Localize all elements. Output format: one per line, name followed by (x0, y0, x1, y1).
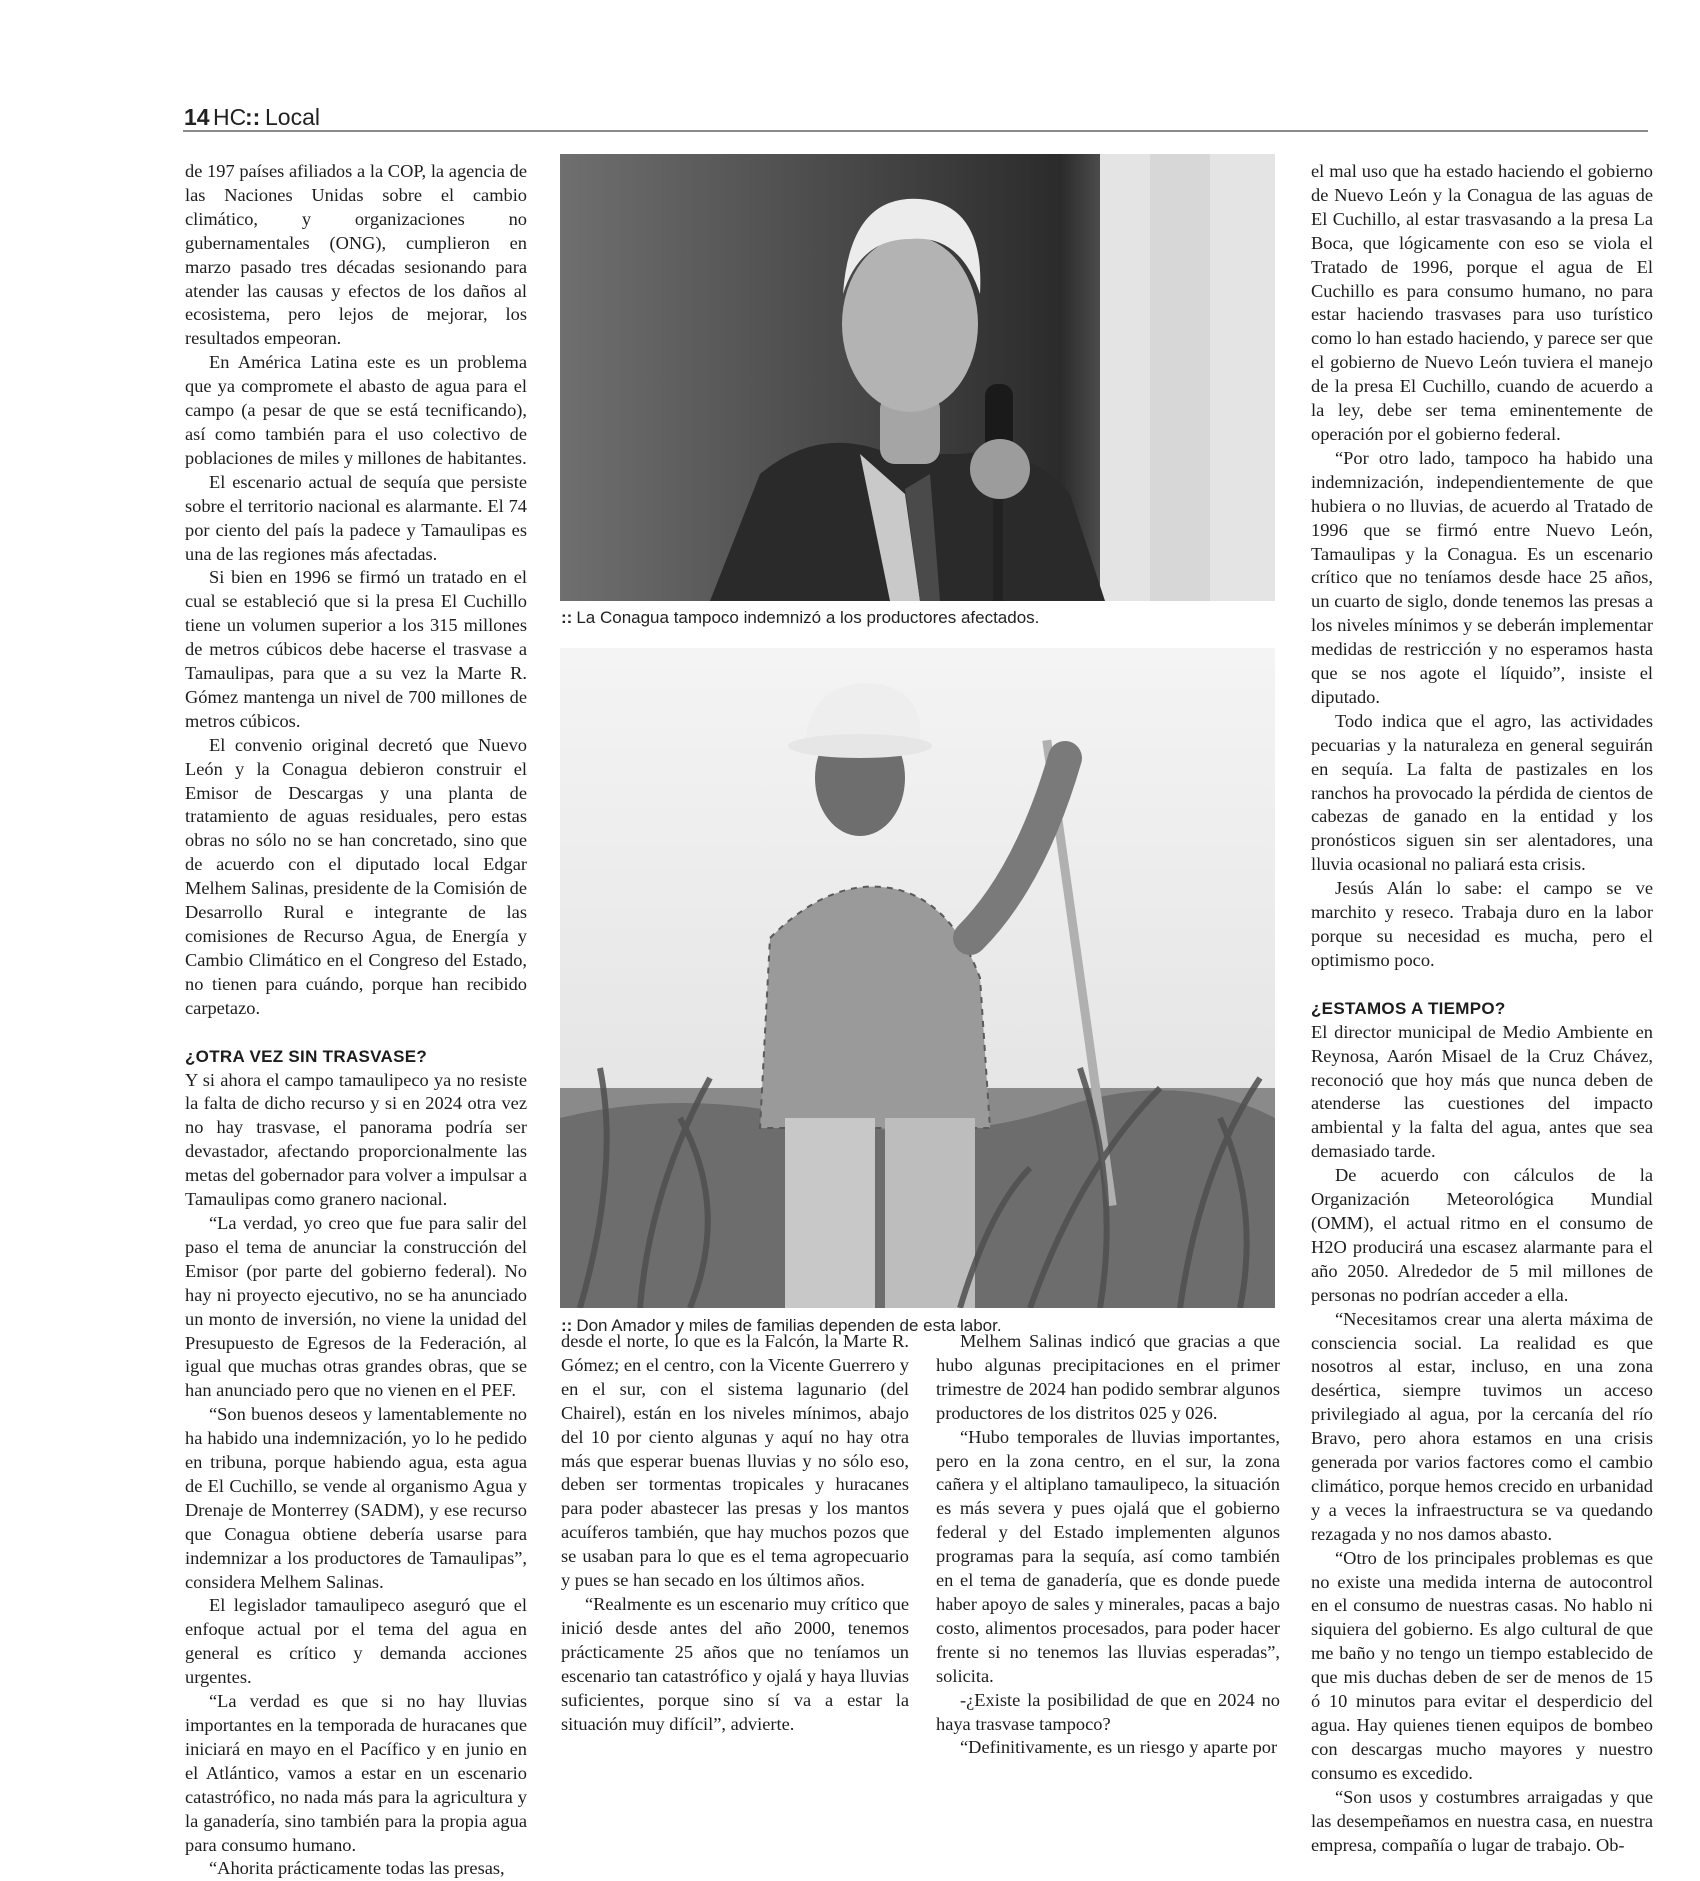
article-paragraph: “Realmente es un escenario muy crítico que inició desde antes del año 2000, tenemos prácticamente 25 años que no teníamos un escenario tan catastrófico y ojalá y haya lluvias suficientes, porque sino sí va a estar la situación muy difícil”, advierte. (561, 1593, 909, 1734)
article-paragraph: Y si ahora el campo tamaulipeco ya no resiste la falta de dicho recurso y si en 2024 otra vez no hay trasvase, el panorama podría ser devastador, afectando proporcionalmente las metas del gobernador para volver a impulsar a Tamaulipas como granero nacional. (185, 1069, 527, 1210)
article-paragraph: “Definitivamente, es un riesgo y aparte por (960, 1737, 1278, 1758)
article-paragraph: Todo indica que el agro, las actividades pecuarias y la naturaleza en general seguirán en sequía. La falta de pastizales en los ranchos ha provocado la pérdida de cientos de cabezas de ganado en la entidad y los pronósticos siguen sin ser alentadores, una lluvia ocasional no paliará esta crisis. (1311, 710, 1653, 875)
article-paragraph: “Otro de los principales problemas es que no existe una medida interna de autocontrol en el consumo de nuestras casas. No hablo ni siquiera del gobierno. Es algo cultural de que me baño y no tengo un tiempo establecido de que mis duchas deben de ser de menos de 15 ó 10 minutos para evitar el desperdicio del agua. Hay quienes tienen equipos de bombeo con descargas mucho mayores y nuestro consumo es excedido. (1311, 1547, 1653, 1783)
article-paragraph: “La verdad es que si no hay lluvias importantes en la temporada de huracanes que iniciará en mayo en el Pacífico y en junio en el Atlántico, vamos a estar en un escenario catastrófico, no nada más para la agricultura y la ganadería, sino también para la propia agua para consumo humano. (185, 1691, 527, 1855)
article-paragraph: -¿Existe la posibilidad de que en 2024 no haya trasvase tampoco? (936, 1689, 1280, 1734)
article-paragraph: “Necesitamos crear una alerta máxima de consciencia social. La realidad es que nosotros al estar, incluso, en una zona desértica, siempre tuvimos un acceso privilegiado al agua, por la cercanía del río Bravo, pero ahora estamos en una crisis generada por varios factores como el cambio climático, porque hemos crecido en urbanidad y a veces la infraestructura se va quedando rezagada y no nos damos abasto. (1311, 1308, 1653, 1544)
article-paragraph: “Son buenos deseos y lamentablemente no ha habido una indemnización, yo lo he pedido en tribuna, porque habiendo agua, esta agua de El Cuchillo, se vende al organismo Agua y Drenaje de Monterrey (SADM), y ese recurso que Conagua obtiene debería usarse para indemnizar a los productores de Tamaulipas”, considera Melhem Salinas. (185, 1404, 527, 1592)
article-paragraph: En América Latina este es un problema que ya compromete el abasto de agua para el campo (a pesar de que se está tecnificando), así como también para el uso colectivo de poblaciones de miles y millones de habitantes. (185, 352, 527, 468)
photo-farmer-illustration (560, 648, 1275, 1308)
article-paragraph: desde el norte, lo que es la Falcón, la Marte R. Gómez; en el centro, con la Vicente Guerrero y en el sur, con el sistema lagunario (del Chairel), están en los niveles mínimos, abajo del 10 por ciento algunas y aquí no hay otra más que esperar buenas lluvias y no sólo eso, deben ser tormentas tropicales y huracanes para poder abastecer las presas y los mantos acuíferos también, que hay muchos pozos que se usaban para lo que es el tema agropecuario y pues se han secado en los últimos años. (561, 1331, 909, 1591)
article-paragraph: El escenario actual de sequía que persiste sobre el territorio nacional es alarmante. El 74 por ciento del país la padece y Tamaulipas es una de las regiones más afectadas. (185, 471, 527, 564)
photo-caption-top (561, 608, 1039, 628)
article-column-4 (1311, 160, 1653, 1857)
caption-marker: :: (561, 1316, 573, 1335)
caption-text: La Conagua tampoco indemnizó a los productores afectados. (576, 608, 1040, 627)
article-paragraph: El director municipal de Medio Ambiente en Reynosa, Aarón Misael de la Cruz Chávez, reconoció que hoy más que nunca deben de atenderse las cuestiones del impacto ambiental y la falta del agua, antes que sea demasiado tarde. (1311, 1021, 1653, 1162)
column-spacer (1311, 973, 1653, 997)
article-paragraph: Si bien en 1996 se firmó un tratado en el cual se estableció que si la presa El Cuchillo tiene un volumen superior a los 315 millones de metros cúbicos debe hacerse el trasvase a Tamaulipas, para que a su vez la Marte R. Gómez mantenga un nivel de 700 millones de metros cúbicos. (185, 567, 527, 731)
page-number: 14 (184, 104, 210, 130)
photo-farmer-field (560, 648, 1275, 1308)
section-subheading: ¿ESTAMOS A TIEMPO? (1311, 998, 1506, 1018)
column-spacer (185, 1021, 527, 1045)
publication-name: HC (213, 104, 247, 130)
article-paragraph: de 197 países afiliados a la COP, la agencia de las Naciones Unidas sobre el cambio climático, y organizaciones no gubernamentales (ONG), cumplieron en marzo pasado tres décadas sesionando para atender las causas y efectos de los daños al ecosistema, pero lejos de mejorar, los resultados empeoran. (185, 161, 527, 349)
section-subheading: ¿OTRA VEZ SIN TRASVASE? (185, 1046, 428, 1066)
article-paragraph: el mal uso que ha estado haciendo el gobierno de Nuevo León y la Conagua de las aguas de El Cuchillo, al estar trasvasando a la presa La Boca, que lógicamente con eso se viola el Tratado de 1996, porque el agua de El Cuchillo es para consumo humano, no para estar haciendo trasvases para uso turístico como lo han estado haciendo, y parece ser que el gobierno de Nuevo León tuviera el manejo de la presa El Cuchillo, cuando de acuerdo a la ley, debe ser tema eminentemente de operación por el gobierno federal. (1311, 161, 1653, 444)
article-paragraph: Melhem Salinas indicó que gracias a que hubo algunas precipitaciones en el primer trimestre de 2024 han podido sembrar algunos productores de los distritos 025 y 026. (936, 1331, 1280, 1423)
photo-official-speaking (560, 154, 1275, 601)
article-paragraph: El convenio original decretó que Nuevo León y la Conagua debieron construir el Emisor de Descargas y una planta de tratamiento de aguas residuales, pero estas obras no sólo no se han concretado, sino que de acuerdo con el diputado local Edgar Melhem Salinas, presidente de la Comisión de Desarrollo Rural e integrante de las comisiones de Recurso Agua, de Energía y Cambio Climático en el Congreso del Estado, no tienen para cuándo, porque han recibido carpetazo. (185, 734, 527, 1018)
caption-marker: :: (561, 608, 573, 627)
section-name: Local (265, 104, 320, 130)
article-paragraph: “Por otro lado, tampoco ha habido una indemnización, independientemente de que hubiera o no lluvias, de acuerdo al Tratado de 1996 que se firmó entre Nuevo León, Tamaulipas y la Conagua. Es un escenario crítico que no teníamos desde hace 25 años, un cuarto de siglo, donde tenemos las presas a los niveles mínimos y se deberán implementar medidas de restricción y no esperamos hasta que se nos agote el líquido”, insiste el diputado. (1311, 447, 1653, 707)
article-column-2 (561, 1330, 909, 1736)
header-separator: :: (245, 104, 261, 130)
photo-official-illustration (560, 154, 1275, 601)
article-paragraph: “Ahorita prácticamente todas las presas, (209, 1858, 505, 1879)
article-paragraph: El legislador tamaulipeco aseguró que el enfoque actual por el tema del agua en general es crítico y demanda acciones urgentes. (185, 1595, 527, 1688)
article-paragraph: “Son usos y costumbres arraigadas y que las desempeñamos en nuestra casa, en nuestra empresa, compañía o lugar de trabajo. Ob- (1311, 1786, 1653, 1855)
caption-text: Don Amador y miles de familias dependen de esta labor. (576, 1316, 1002, 1335)
article-paragraph: “Hubo temporales de lluvias importantes, pero en la zona centro, en el sur, la zona cañera y el altiplano tamaulipeco, la situación es más severa y pues ojalá que el gobierno federal y del Estado implementen algunos programas para la sequía, así como también en el tema de ganadería, que es donde puede haber apoyo de sales y minerales, pacas a bajo costo, alimentos procesados, para poder hacer frente si no tenemos las lluvias esperadas”, solicita. (936, 1426, 1280, 1686)
article-paragraph: De acuerdo con cálculos de la Organización Meteorológica Mundial (OMM), el actual ritmo en el consumo de H2O producirá una escasez alarmante para el año 2050. Alrededor de 5 mil millones de personas no podrían acceder a ella. (1311, 1165, 1653, 1305)
page-header (183, 104, 1648, 132)
photo-caption-bottom (561, 1316, 1002, 1336)
article-column-1 (185, 160, 527, 1881)
article-column-3 (936, 1330, 1280, 1760)
article-paragraph: “La verdad, yo creo que fue para salir del paso el tema de anunciar la construcción del Emisor (por parte del gobierno federal). No hay ni proyecto ejecutivo, no se ha anunciado un monto de inversión, no viene la unidad del Presupuesto de Egresos de la Federación, al igual que muchas otras grandes obras, que se han anunciado pero que no vienen en el PEF. (185, 1212, 527, 1401)
article-paragraph: Jesús Alán lo sabe: el campo se ve marchito y reseco. Trabaja duro en la labor porque su necesidad es mucha, pero el optimismo poco. (1311, 878, 1653, 970)
